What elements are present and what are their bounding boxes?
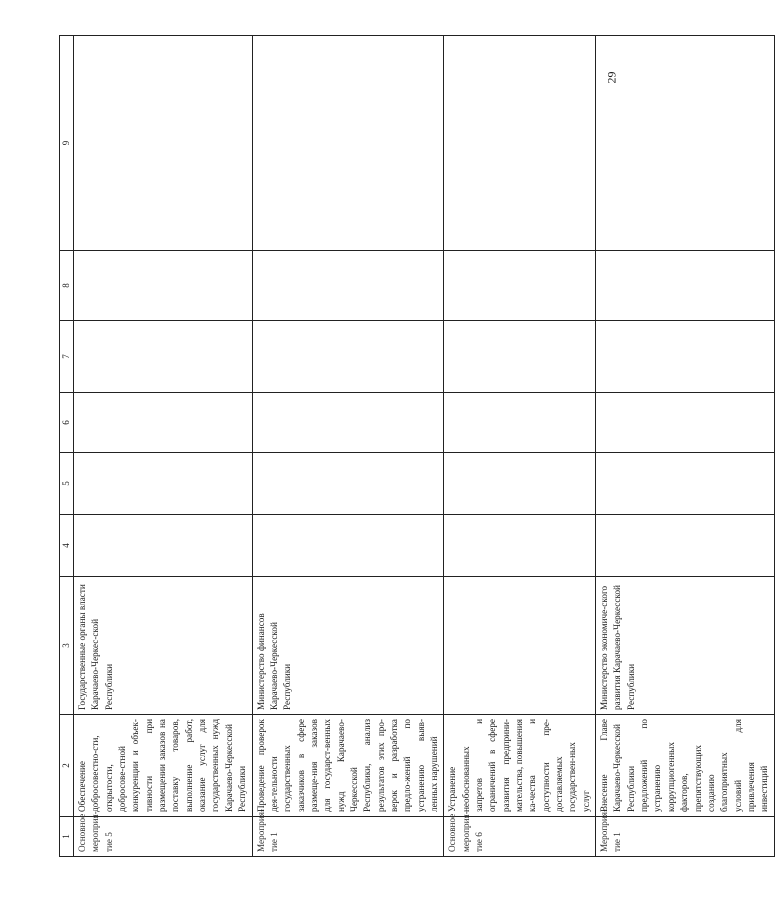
responsible-executor: Государственные органы власти Карачаево-Черкес-ской Республики (74, 577, 252, 715)
empty-cell (74, 251, 252, 321)
header-col-2: 2 (60, 715, 74, 817)
activity-type: Мероприя-тие 1 (252, 817, 444, 857)
empty-cell (74, 515, 252, 577)
header-col-9: 9 (60, 36, 74, 251)
header-col-4: 4 (60, 515, 74, 577)
header-col-7: 7 (60, 321, 74, 393)
table-row (74, 36, 252, 857)
empty-cell (596, 453, 774, 515)
header-col-5: 5 (60, 453, 74, 515)
activity-description: Внесение Главе Карачаево-Черкесской Республики предложений по устранению коррупциогенных факторов, препятствующих созданию благоприятных условий для привлечения инвестиций (596, 715, 774, 817)
table-row (444, 36, 596, 857)
empty-cell (444, 453, 596, 515)
responsible-executor (444, 577, 596, 715)
empty-cell (444, 515, 596, 577)
empty-cell (74, 36, 252, 251)
responsible-executor: Министерство финансов Карачаево-Черкесской Республики (252, 577, 444, 715)
activity-type: Мероприя-тие 1 (596, 817, 774, 857)
activity-description: Обеспечение добросовестно-сти, открытости, добросове-стной конкуренции и объек-тивности при размещении заказов на поставку товаров, выполнение работ, оказание услуг для государственных нужд Карачаево-Черкесской Республики (74, 715, 252, 817)
empty-cell (596, 321, 774, 393)
empty-cell (74, 453, 252, 515)
empty-cell (444, 393, 596, 453)
activity-description: Устранение необоснованных запретов и ограничений в сфере развития предприни-мательства, повышения ка-чества и доступности пре-доставляемых государствен-ных услуг (444, 715, 596, 817)
empty-cell (252, 251, 444, 321)
empty-cell (252, 321, 444, 393)
header-col-8: 8 (60, 251, 74, 321)
responsible-executor: Министерство экономиче-ского развития Карачаево-Черкесской Республики (596, 577, 774, 715)
empty-cell (74, 321, 252, 393)
empty-cell (444, 251, 596, 321)
header-row (60, 36, 74, 857)
empty-cell (596, 251, 774, 321)
activity-type: Основное мероприя-тие 5 (74, 817, 252, 857)
empty-cell (444, 36, 596, 251)
activities-table (59, 35, 775, 857)
empty-cell (444, 321, 596, 393)
header-col-3: 3 (60, 577, 74, 715)
activity-type: Основное мероприя-тие 6 (444, 817, 596, 857)
empty-cell (596, 36, 774, 251)
empty-cell (74, 393, 252, 453)
header-col-1: 1 (60, 817, 74, 857)
empty-cell (252, 393, 444, 453)
empty-cell (596, 515, 774, 577)
empty-cell (252, 453, 444, 515)
empty-cell (252, 36, 444, 251)
header-col-6: 6 (60, 393, 74, 453)
table-row (252, 36, 444, 857)
page-number: 29 (604, 71, 619, 84)
table-row (596, 36, 774, 857)
empty-cell (596, 393, 774, 453)
empty-cell (252, 515, 444, 577)
activity-description: Проведение проверок дея-тельности государственных заказчиков в сфере размеще-ния заказов для государст-венных нужд Карачаево-Черкесской Республики, анализ результатов этих про-верок и разработка предло-жений по устранению выяв-ленных нарушений (252, 715, 444, 817)
